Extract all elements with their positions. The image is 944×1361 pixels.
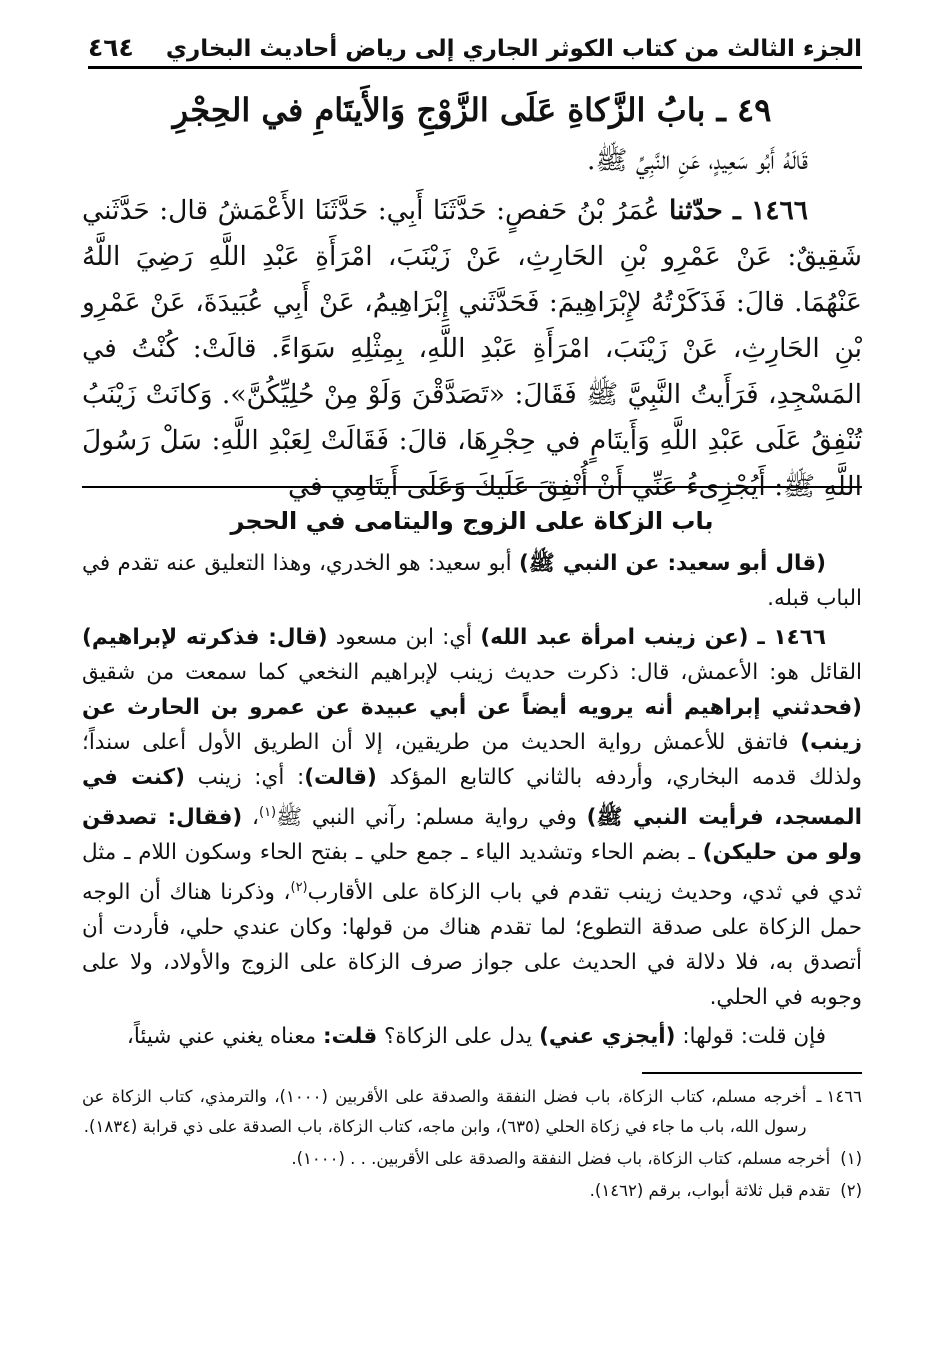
section-divider	[82, 486, 862, 488]
footnote-text: أخرجه مسلم، كتاب الزكاة، باب فضل النفقة والصدقة على الأقربين. . . (١٠٠٠).	[291, 1149, 831, 1168]
commentary-paragraph-3	[82, 1019, 862, 1054]
commentary-text: : أي: زينب	[185, 765, 305, 790]
commentary-text: أبو سعيد: هو الخدري، وهذا التعليق عنه تقدم في الباب قبله.	[82, 551, 862, 611]
running-title: الجزء الثالث من كتاب الكوثر الجاري إلى رياض أحاديث البخاري	[165, 36, 862, 62]
hadith-text	[82, 188, 862, 510]
commentary-paragraph-1	[82, 546, 862, 616]
commentary-text: ـ بضم الحاء وتشديد الياء ـ جمع حلي ـ بفتح الحاء وسكون اللام ـ مثل ثدي في ثدي، وحديث زينب تقدم في باب الزكاة على الأقارب	[82, 840, 862, 906]
footnote-item	[82, 1082, 862, 1142]
commentary-text: ،	[242, 805, 259, 831]
commentary-text: فإن قلت: قولها:	[675, 1024, 826, 1050]
hadith-body: عُمَرُ بْنُ حَفصٍ: حَدَّثَنَا أَبِي: حَدَّثَنَا الأَعْمَشُ قال: حَدَّثَني شَقِيقٌ: عَنْ عَمْرِو بْنِ الحَارِثِ، عَنْ زَيْنَبَ، امْرَأَةِ عَبْدِ اللَّهِ رَضِيَ اللَّهُ عَنْهُمَا. قالَ: فَذَكَرْتُهُ لإِبْرَاهِيمَ: فَحَدَّثَني إِبْرَاهِيمُ، عَنْ أَبِي عُبَيدَةَ، عَنْ عَمْرِو بْنِ الحَارِثِ، عَنْ زَيْنَبَ، امْرَأَةِ عَبْدِ اللَّهِ، بِمِثْلِهِ سَوَاءً. قالَتْ: كُنْتُ في المَسْجِدِ، فَرَأَيتُ النَّبِيَّ ﷺ فَقَالَ: «تَصَدَّقْنَ وَلَوْ مِنْ حُلِيِّكُنَّ». وَكانَتْ زَيْنَبُ تُنْفِقُ عَلَى عَبْدِ اللَّهِ وَأَيتَامٍ في حِجْرِهَا، قالَ: فَقَالَتْ لِعَبْدِ اللَّهِ: سَلْ رَسُولَ اللَّهِ ﷺ: أَيُجْزِىءُ عَنِّي أَنْ أُنْفِقَ عَلَيكَ وَعَلَى أَيتَامِي في	[82, 195, 862, 502]
quoted-phrase: (قال: فذكرته لإبراهيم)	[82, 625, 328, 650]
commentary-text: القائل هو: الأعمش، قال: ذكرت حديث زينب لإبراهيم النخعي كما سمعت من شقيق	[82, 660, 862, 685]
footnote-item	[82, 1176, 862, 1206]
footnote-text: تقدم قبل ثلاثة أبواب، برقم (١٤٦٢).	[589, 1181, 831, 1200]
footnote-number: ١٤٦٦ ـ	[816, 1087, 862, 1106]
quoted-phrase: (فحدثني إبراهيم أنه يرويه أيضاً عن أبي عبيدة عن عمرو بن الحارث عن زينب)	[82, 695, 862, 755]
quoted-phrase: (فقال: تصدقن ولو من حليكن)	[82, 805, 862, 866]
commentary-heading: باب الزكاة على الزوج واليتامى في الحجر	[230, 507, 714, 535]
commentary-text: ، وذكرنا هناك أن الوجه حمل الزكاة على صدقة التطوع؛ لما تقدم هناك من قولها: وكان عندي حلي، فأردت أن أتصدق به، فلا دلالة في الحديث على جواز صرف الزكاة على الزوج والأولاد، ولا على وجوبه في الحلي.	[82, 880, 862, 1011]
commentary-text: وفي رواية مسلم: رآني النبي ﷺ	[276, 805, 587, 831]
quoted-phrase: (كنت في المسجد، فرأيت النبي ﷺ)	[82, 765, 862, 831]
taliq-line: قَالَهُ أَبُو سَعِيدٍ، عَنِ النَّبِيِّ ﷺ.	[587, 145, 808, 176]
hadith-section	[82, 82, 862, 510]
footnote-ref-2[interactable]: (٢)	[290, 880, 308, 896]
footnote-number: (١)	[840, 1149, 862, 1168]
page-number: ٤٦٤	[88, 33, 134, 62]
footnote-ref-1[interactable]: (١)	[258, 805, 277, 820]
quoted-phrase: (قالت)	[304, 765, 377, 790]
quoted-phrase: قلت:	[322, 1024, 378, 1050]
commentary-text: فاتفق للأعمش رواية الحديث من طريقين، إلا أن الطريق الأول أعلى سنداً؛ ولذلك قدمه البخاري، وأردفه بالثاني كالتابع المؤكد	[82, 730, 862, 790]
chapter-heading: ٤٩ ـ بابُ الزَّكاةِ عَلَى الزَّوْجِ وَالأَيتَامِ في الحِجْرِ	[172, 91, 772, 129]
footnotes	[82, 1082, 862, 1208]
running-header	[88, 22, 862, 69]
footnote-item	[82, 1144, 862, 1174]
quoted-phrase: (قال أبو سعيد: عن النبي ﷺ)	[518, 551, 826, 576]
commentary-text: أي: ابن مسعود	[327, 625, 481, 650]
commentary-text: معناه يغني عني شيئاً،	[126, 1024, 323, 1050]
footnote-number: (٢)	[840, 1181, 862, 1200]
commentary-text: يدل على الزكاة؟	[377, 1024, 540, 1050]
quoted-phrase: (أيجزي عني)	[539, 1024, 676, 1050]
footnote-text: أخرجه مسلم، كتاب الزكاة، باب فضل النفقة والصدقة على الأقربين (١٠٠٠)، والترمذي، كتاب الزكاة عن رسول الله، باب ما جاء في زكاة الحلي (٦٣٥)، وابن ماجه، كتاب الزكاة، باب الصدقة على ذي قرابة (١٨٣٤).	[82, 1087, 807, 1136]
commentary-paragraph-2	[82, 620, 862, 1015]
commentary-section	[82, 502, 862, 1058]
footnote-divider	[642, 1072, 862, 1074]
hadith-number: ١٤٦٦ ـ حدّثنا	[669, 195, 808, 226]
quoted-phrase: ١٤٦٦ ـ (عن زينب امرأة عبد الله)	[480, 625, 826, 650]
